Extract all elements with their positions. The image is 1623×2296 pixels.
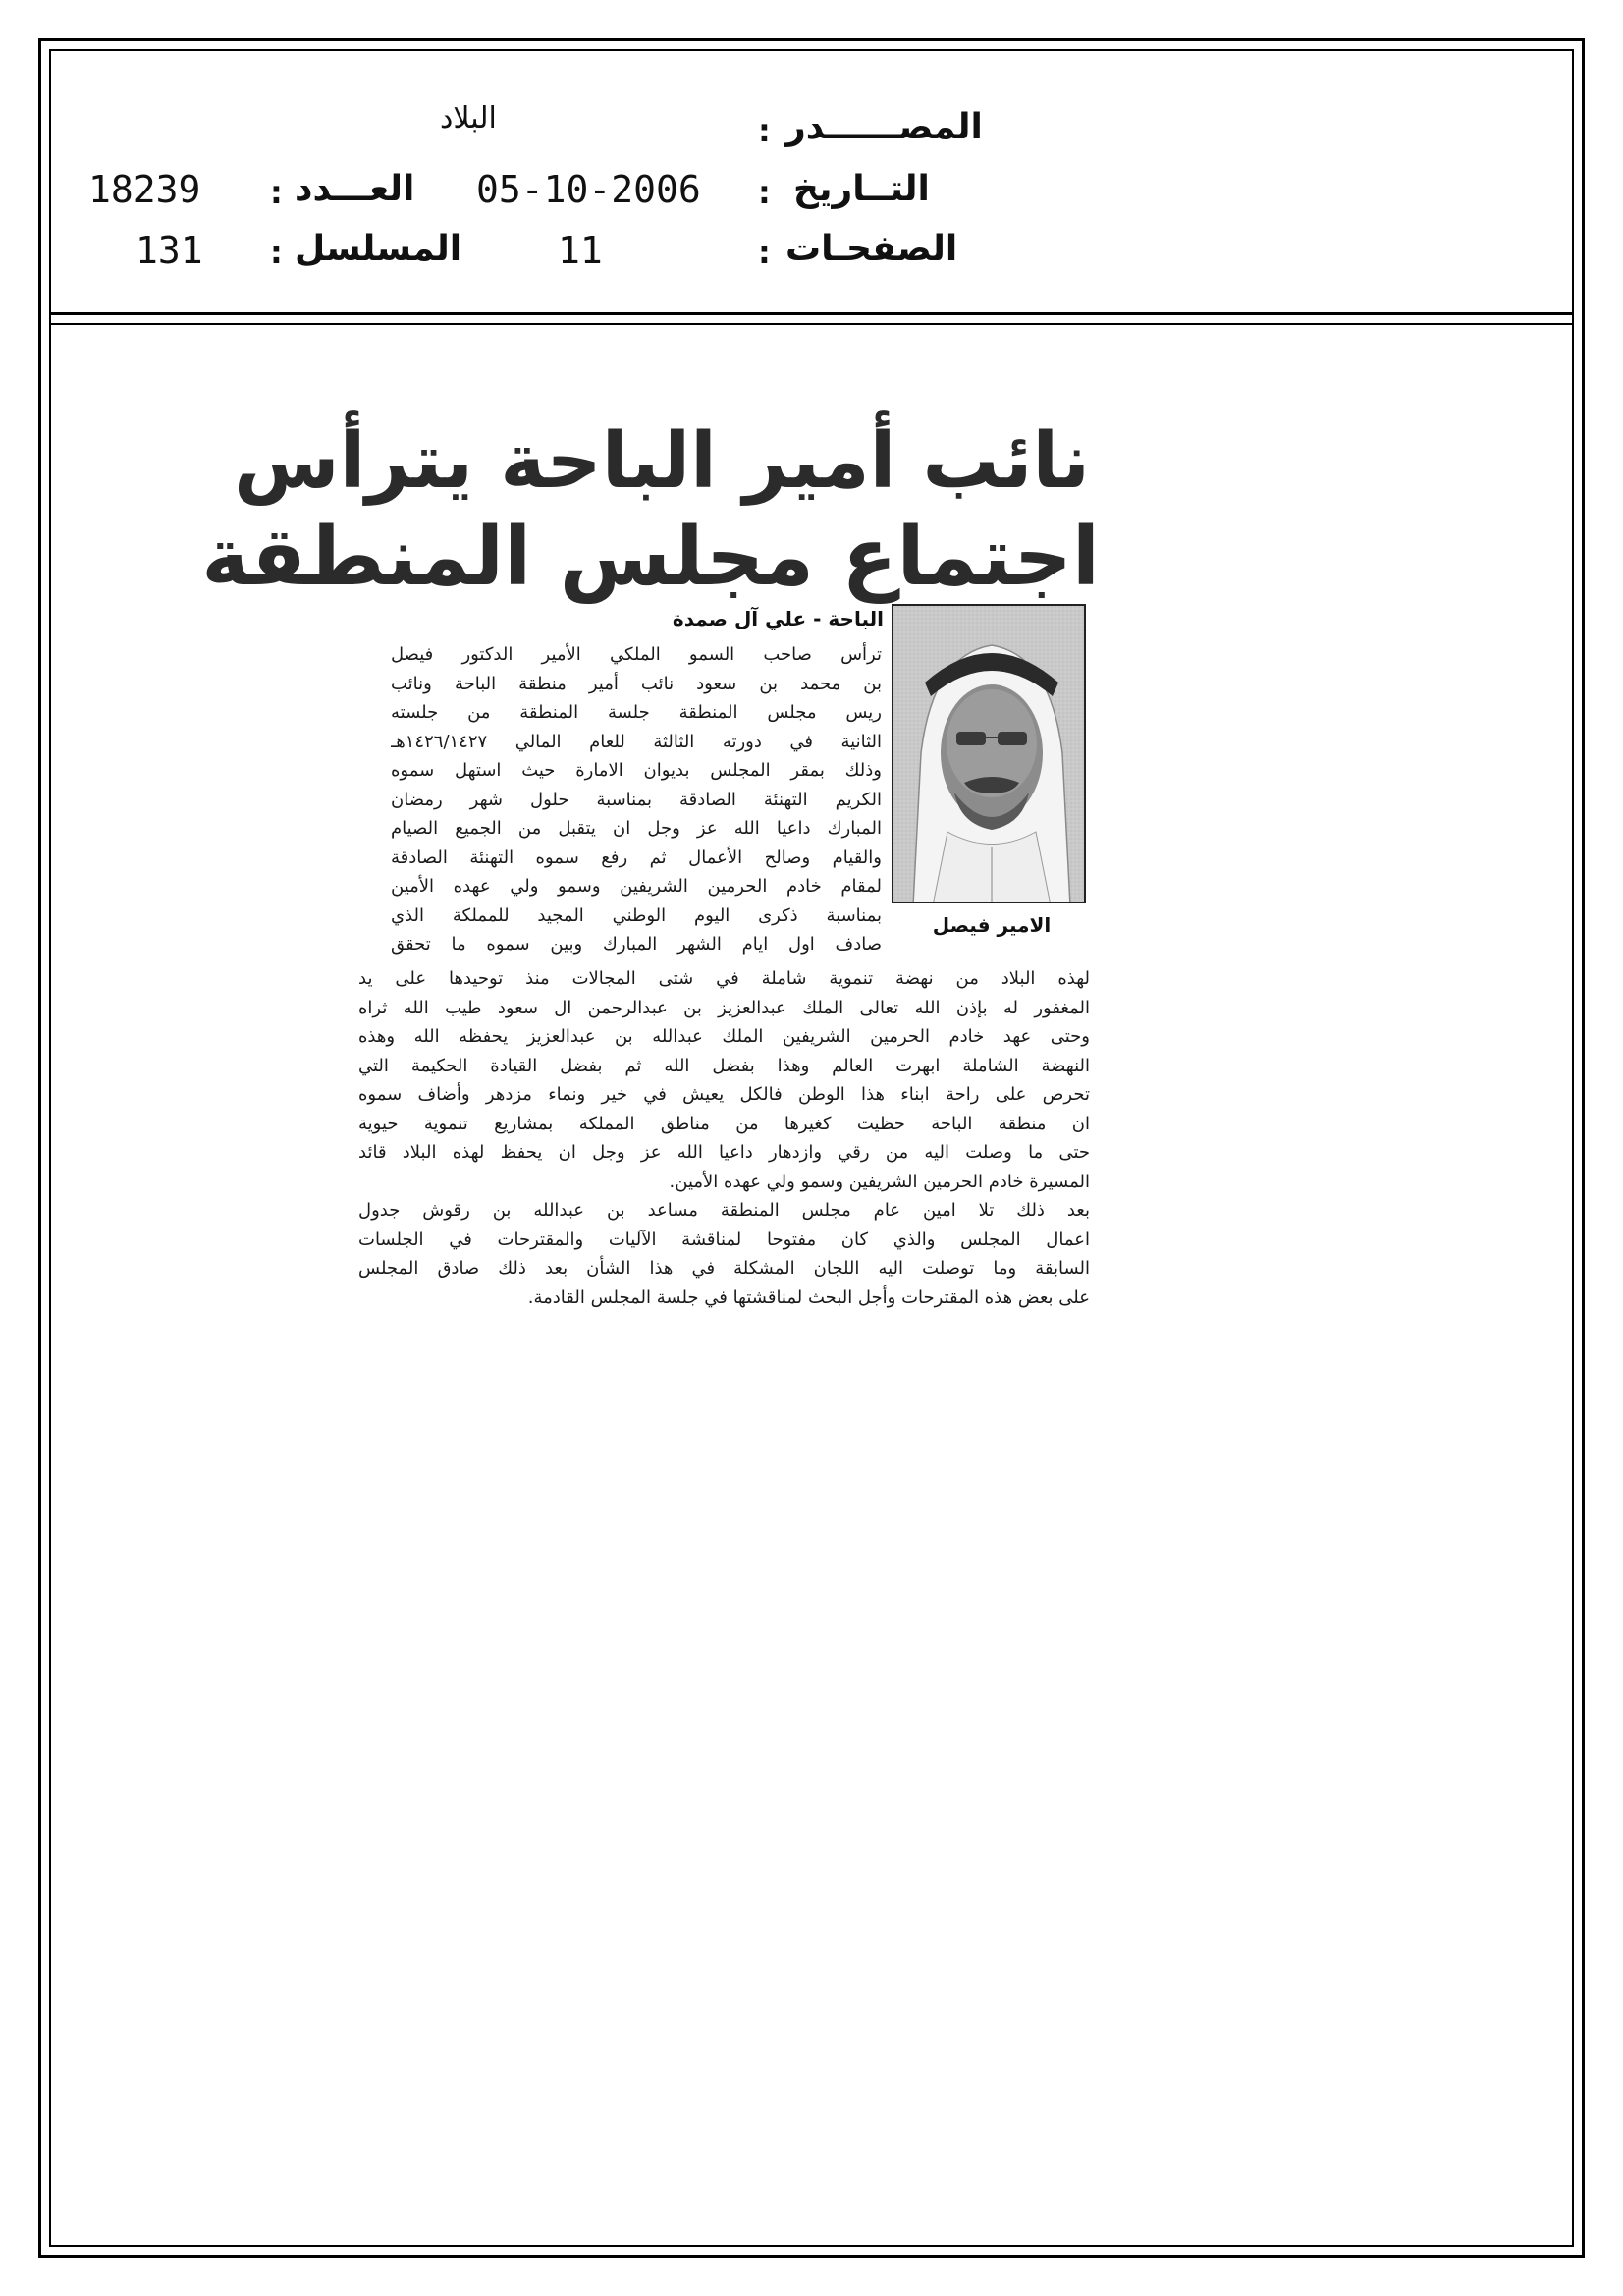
- body-line: حتى ما وصلت اليه من رقي وازدهار داعيا الله عز وجل ان يحفظ لهذه البلاد قائد: [358, 1142, 1090, 1163]
- source-label: المصــــــدر: [785, 107, 983, 147]
- body-line: وحتى عهد خادم الحرمين الشريفين الملك عبدالله بن عبدالعزيز يحفظه الله وهذه: [358, 1026, 1090, 1047]
- pages-colon: :: [758, 234, 771, 271]
- body-line: بعد ذلك تلا امين عام مجلس المنطقة مساعد بن عبدالله بن رقوش جدول: [358, 1200, 1090, 1221]
- body-line: صادف اول ايام الشهر المبارك وبين سموه ما تحقق: [391, 934, 882, 955]
- serial-label: المسلسل: [295, 229, 462, 269]
- body-line: والقيام وصالح الأعمال ثم رفع سموه التهنئة الصادقة: [391, 847, 882, 868]
- photo-caption: الامير فيصل: [932, 913, 1052, 937]
- date-label: التــاريخ: [793, 169, 930, 209]
- body-line: وذلك بمقر المجلس بديوان الامارة حيث استهل سموه: [391, 760, 882, 781]
- body-line: لمقام خادم الحرمين الشريفين وسمو ولي عهده الأمين: [391, 876, 882, 897]
- body-line: الكريم التهنئة الصادقة بمناسبة حلول شهر رمضان: [391, 789, 882, 810]
- serial-value: 131: [135, 229, 203, 272]
- issue-colon: :: [270, 174, 283, 211]
- pages-label: الصفحـات: [785, 229, 958, 269]
- issue-value: 18239: [88, 168, 201, 211]
- body-line: الثانية في دورته الثالثة للعام المالي ١٤٢٦/١٤٢٧هـ: [391, 731, 882, 752]
- issue-label: العـــدد: [295, 169, 415, 209]
- article-byline: الباحة - علي آل صمدة: [672, 607, 884, 630]
- body-line: ان منطقة الباحة حظيت كغيرها من مناطق المملكة بمشاريع تنموية حيوية: [358, 1113, 1090, 1134]
- body-line: ريس مجلس المنطقة جلسة المنطقة من جلسته: [391, 702, 882, 723]
- pages-value: 11: [558, 229, 603, 272]
- body-line: ترأس صاحب السمو الملكي الأمير الدكتور فيصل: [391, 644, 882, 665]
- header-divider-inner: [49, 323, 1574, 325]
- portrait-illustration: [893, 606, 1086, 903]
- body-line: لهذه البلاد من نهضة تنموية شاملة في شتى المجالات منذ توحيدها على يد: [358, 968, 1090, 989]
- source-colon: :: [758, 112, 771, 149]
- date-value: 05-10-2006: [476, 168, 701, 211]
- body-line: اعمال المجلس والذي كان مفتوحا لمناقشة الآليات والمقترحات في الجلسات: [358, 1229, 1090, 1250]
- body-line: على بعض هذه المقترحات وأجل البحث لمناقشتها في جلسة المجلس القادمة.: [527, 1286, 1090, 1308]
- serial-colon: :: [270, 234, 283, 271]
- headline-line-2: اجتماع مجلس المنطقة: [201, 511, 1100, 604]
- article-body-narrow: [391, 640, 882, 959]
- body-line: المبارك داعيا الله عز وجل ان يتقبل من الجميع الصيام: [391, 818, 882, 839]
- date-colon: :: [758, 174, 771, 211]
- headline-line-1: نائب أمير الباحة يترأس: [234, 417, 1090, 506]
- body-line: بمناسبة ذكرى اليوم الوطني المجيد للمملكة الذي: [391, 904, 882, 926]
- source-value: البلاد: [440, 101, 497, 136]
- article-body-wide: [358, 964, 1090, 1312]
- portrait-photo: [892, 604, 1086, 903]
- body-line: المسيرة خادم الحرمين الشريفين وسمو ولي عهده الأمين.: [669, 1171, 1090, 1192]
- body-line: تحرص على راحة ابناء هذا الوطن فالكل يعيش في خير ونماء مزدهر وأضاف سموه: [358, 1084, 1090, 1105]
- body-line: المغفور له بإذن الله تعالى الملك عبدالعزيز بن عبدالرحمن ال سعود طيب الله ثراه: [358, 997, 1090, 1018]
- body-line: بن محمد بن سعود نائب أمير منطقة الباحة ونائب: [391, 673, 882, 694]
- body-line: النهضة الشاملة ابهرت العالم وهذا بفضل الله ثم بفضل القيادة الحكيمة التي: [358, 1055, 1090, 1076]
- body-line: السابقة وما توصلت اليه اللجان المشكلة في هذا الشأن بعد ذلك صادق المجلس: [358, 1258, 1090, 1279]
- header-divider: [49, 312, 1574, 315]
